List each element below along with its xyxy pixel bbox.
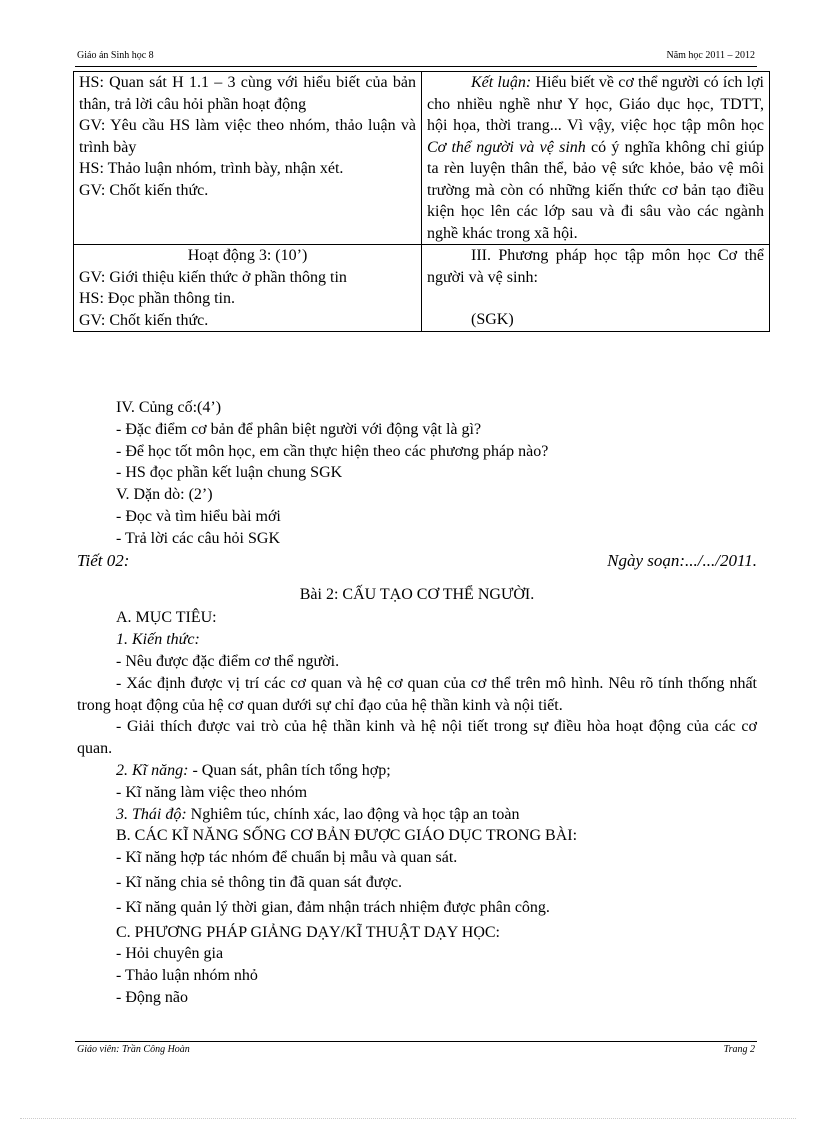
page-bottom-border xyxy=(20,1118,796,1119)
lesson-period: Tiết 02: xyxy=(77,550,130,570)
list-item: - Nêu được đặc điểm cơ thể người. xyxy=(116,652,340,670)
activity-line: GV: Chốt kiến thức. xyxy=(79,181,209,199)
activity-3-heading: Hoạt động 3: (10’) xyxy=(187,247,308,264)
subject-name: Cơ thể người và vệ sinh xyxy=(427,138,586,156)
table-row xyxy=(74,72,770,245)
list-item: - Kĩ năng quản lý thời gian, đảm nhận trách nhiệm được phân công. xyxy=(116,898,550,916)
list-item: - HS đọc phần kết luận chung SGK xyxy=(116,464,343,482)
footer-divider xyxy=(75,1041,757,1042)
conclusion-label: Kết luận: xyxy=(471,74,532,91)
consolidation-heading: IV. Củng cố:(4’) xyxy=(116,399,222,416)
header-divider xyxy=(75,66,757,67)
life-skills-heading: B. CÁC KĨ NĂNG SỐNG CƠ BẢN ĐƯỢC GIÁO DỤC TRONG BÀI: xyxy=(116,827,578,845)
teacher-name: Trần Công Hoàn xyxy=(122,1044,190,1055)
activity-table xyxy=(73,71,770,332)
conclusion-text-1: Hiểu biết về cơ thể người có ích lợi cho nhiều nghề như Y học, Giáo dục học, TDTT, hội họa, thời trang... Vì vậy, việc học tập môn học xyxy=(427,74,764,134)
list-item: - Thảo luận nhóm nhỏ xyxy=(116,967,258,985)
list-item: - Đọc và tìm hiểu bài mới xyxy=(116,507,281,525)
attitude-label: 3. Thái độ: xyxy=(116,805,187,823)
skills-label: 2. Kĩ năng: xyxy=(116,761,189,779)
lesson-period-row xyxy=(77,550,757,576)
homework-heading: V. Dặn dò: (2’) xyxy=(116,486,213,504)
lesson-title: Bài 2: CẤU TẠO CƠ THỂ NGƯỜI. xyxy=(299,585,535,603)
method-reference: (SGK) xyxy=(471,311,514,328)
method-heading: III. Phương pháp học tập môn học Cơ thể người và vệ sinh: xyxy=(427,247,764,286)
attitude-text: Nghiêm túc, chính xác, lao động và học tập an toàn xyxy=(186,805,520,823)
list-item: - Trả lời các câu hỏi SGK xyxy=(116,529,280,547)
footer-teacher-label: Giáo viên: xyxy=(77,1044,120,1055)
prep-date: Ngày soạn:.../.../2011. xyxy=(607,550,757,570)
conclusion-cell xyxy=(422,72,770,245)
list-item: - Hỏi chuyên gia xyxy=(116,945,224,963)
list-item: - Xác định được vị trí các cơ quan và hệ cơ quan của cơ thể trên mô hình. Nêu rõ tính thống nhất trong hoạt động của hệ cơ quan dưới sự chỉ đạo của hệ thần kinh và nội tiết. xyxy=(77,674,757,714)
activity-line: HS: Đọc phần thông tin. xyxy=(79,290,235,307)
page-header xyxy=(77,50,755,66)
skills-text: - Quan sát, phân tích tổng hợp; xyxy=(188,761,391,779)
list-item: - Kĩ năng chia sẻ thông tin đã quan sát được. xyxy=(116,873,402,891)
header-school-year: Năm học 2011 – 2012 xyxy=(666,50,755,61)
methods-heading: C. PHƯƠNG PHÁP GIẢNG DẠY/KĨ THUẬT DẠY HỌC: xyxy=(116,923,500,941)
list-item: - Kĩ năng hợp tác nhóm để chuẩn bị mẫu và quan sát. xyxy=(116,849,458,867)
list-item: - Giải thích được vai trò của hệ thần kinh và hệ nội tiết trong sự điều hòa hoạt động của các cơ quan. xyxy=(77,718,757,758)
attitude-line xyxy=(77,804,757,826)
page-number: Trang 2 xyxy=(723,1044,755,1055)
footer-teacher xyxy=(77,1044,190,1055)
list-item: - Đặc điểm cơ bản để phân biệt người với động vật là gì? xyxy=(116,420,482,438)
activity-line: GV: Yêu cầu HS làm việc theo nhóm, thảo luận và trình bày xyxy=(79,117,416,156)
activity-3-cell xyxy=(74,245,422,332)
objectives-heading: A. MỤC TIÊU: xyxy=(116,609,217,627)
list-item: - Để học tốt môn học, em cần thực hiện theo các phương pháp nào? xyxy=(116,442,549,460)
knowledge-label: 1. Kiến thức: xyxy=(116,631,200,649)
list-item: - Động não xyxy=(116,988,188,1006)
activity-line: HS: Quan sát H 1.1 – 3 cùng với hiểu biết của bản thân, trả lời câu hỏi phần hoạt động xyxy=(79,74,416,113)
header-course: Giáo án Sinh học 8 xyxy=(77,50,154,61)
activity-line: GV: Chốt kiến thức. xyxy=(79,311,209,329)
teacher-student-activity-cell xyxy=(74,72,422,245)
table-row xyxy=(74,245,770,332)
list-item: - Kĩ năng làm việc theo nhóm xyxy=(116,783,308,801)
lesson-body xyxy=(77,397,757,1009)
activity-line: GV: Giới thiệu kiến thức ở phần thông tin xyxy=(79,268,347,286)
conclusion-text-2: có ý nghĩa không chỉ giúp ta rèn luyện thân thể, bảo vệ sức khỏe, bảo vệ môi trường mà còn có những kiến thức cơ bản tạo điều kiện học lên các lớp sau và đi sâu vào các ngành nghề khác trong xã hội. xyxy=(427,138,765,242)
method-cell xyxy=(422,245,770,332)
activity-line: HS: Thảo luận nhóm, trình bày, nhận xét. xyxy=(79,160,344,177)
skills-line xyxy=(77,760,757,782)
